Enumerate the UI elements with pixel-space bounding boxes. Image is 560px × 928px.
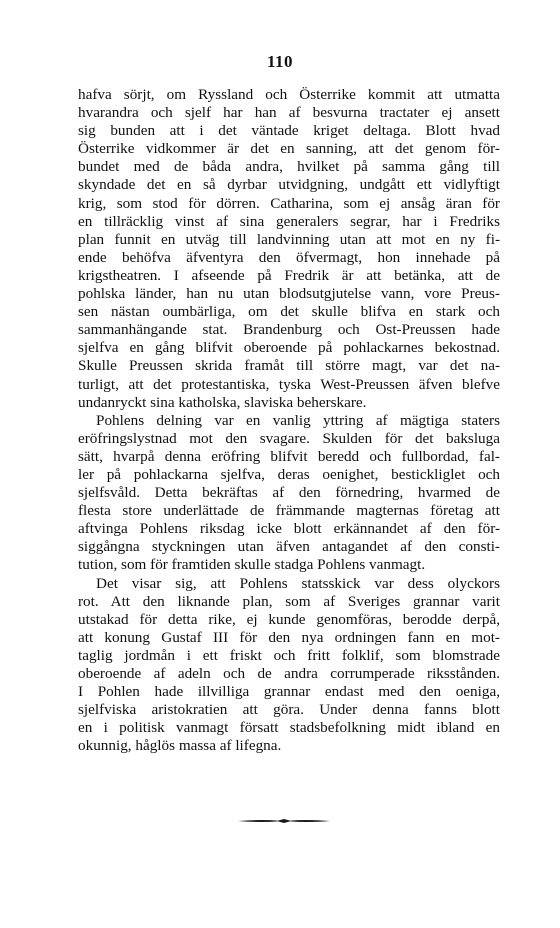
text-line: bundet med de båda andra, hvilket på samma gång till	[78, 158, 500, 176]
text-line: flesta store underlättade de främmande magternas företag att	[78, 502, 500, 520]
paragraph-3	[78, 575, 500, 756]
text-line: sätt, hvarpå denna eröfring blifvit beredd och fullbordad, fal-	[78, 447, 500, 465]
text-line: hvarandra och sjelf har han af besvurna tractater ej ansett	[78, 104, 500, 122]
text-line: tution, som för framtiden skulle stadga Pohlens vanmagt.	[78, 556, 426, 574]
text-line: I Pohlen hade illvilliga grannar endast med den oeniga,	[78, 683, 500, 701]
text-line: Det visar sig, att Pohlens statsskick var dess olyckors	[96, 574, 500, 592]
text-line: eröfringslystnad mot den svagare. Skulden för det baksluga	[78, 429, 500, 447]
text-line: sen nästan oumbärliga, om det skulle blifva en stark och	[78, 303, 500, 321]
text-line: plan funnit en utväg till landvinning utan att mot en ny fi-	[78, 230, 500, 248]
text-line: sammanhängande stat. Brandenburg och Ost-Preussen hade	[78, 321, 500, 339]
text-line: sig bunden att i det väntade kriget deltaga. Blott hvad	[78, 122, 500, 140]
text-line: utstakad för detta rike, ej kunde genomföras, berodde derpå,	[78, 610, 500, 628]
text-line: en i politisk vanmagt försatt stadsbefolkning midt ibland en	[78, 719, 500, 737]
text-line: att konung Gustaf III för den nya ordningen fann en mot-	[78, 628, 500, 646]
text-line: oberoende af adeln och de andra corrumperade riksstånden.	[78, 665, 500, 682]
text-line: hafva sörjt, om Ryssland och Österrike kommit att utmatta	[78, 86, 500, 103]
text-line: ler på pohlackarna sjelfva, deras oenighet, bestickliglet och	[78, 465, 500, 483]
text-line: siggångna styckningen utan äfven antagandet af den consti-	[78, 538, 500, 556]
text-line: Skulle Preussen skrida framåt till större magt, var det na-	[78, 357, 500, 375]
text-line: en tillräcklig vinst af sina generalers segrar, har i Fredriks	[78, 212, 500, 230]
ornament-rule-icon	[238, 818, 330, 824]
end-ornament	[238, 818, 330, 824]
text-line: turligt, att det protestantiska, tyska West-Preussen äfven blefve	[78, 375, 500, 393]
text-line: okunnig, håglös massa af lifegna.	[78, 737, 282, 755]
paragraph-1	[78, 86, 500, 412]
page-number: 110	[266, 52, 294, 71]
text-line: sjelfsvåld. Detta bekräftas af den förnedring, hvarmed de	[78, 484, 500, 502]
text-line: Pohlens delning var en vanlig yttring af mägtiga staters	[96, 411, 500, 429]
text-line: ende behöfva äfventyra den öfvermagt, hon innehade på	[78, 248, 500, 266]
body-text	[78, 86, 500, 755]
text-line: krig, som stod för dörren. Catharina, som ej ansåg äran för	[78, 194, 500, 212]
text-line: Österrike vidkommer är det en sanning, att det genom för-	[78, 140, 500, 158]
text-line: sjelfva en gång blifvit oberoende på pohlackarnes bekostnad.	[78, 339, 500, 357]
text-line: aftvinga Pohlens riksdag icke blott erkännandet af den för-	[78, 520, 500, 538]
text-line: skyndade det en så dyrbar utvidgning, undgått ett vidlyftigt	[78, 176, 500, 194]
paragraph-2	[78, 412, 500, 575]
text-line: krigstheatren. I afseende på Fredrik är att betänka, att de	[78, 266, 500, 284]
text-line: pohlska länder, han nu utan blodsutgjutelse vann, vore Preus-	[78, 285, 500, 303]
text-line: sjelfviska aristokratien att göra. Under denna fanns blott	[78, 701, 500, 719]
text-line: rot. Att den liknande plan, som af Sveriges grannar varit	[78, 592, 500, 610]
text-line: taglig jordmån i ett friskt och fritt folklif, som blomstrade	[78, 646, 500, 664]
text-line: undanryckt sina katholska, slaviska beherskare.	[78, 393, 367, 411]
